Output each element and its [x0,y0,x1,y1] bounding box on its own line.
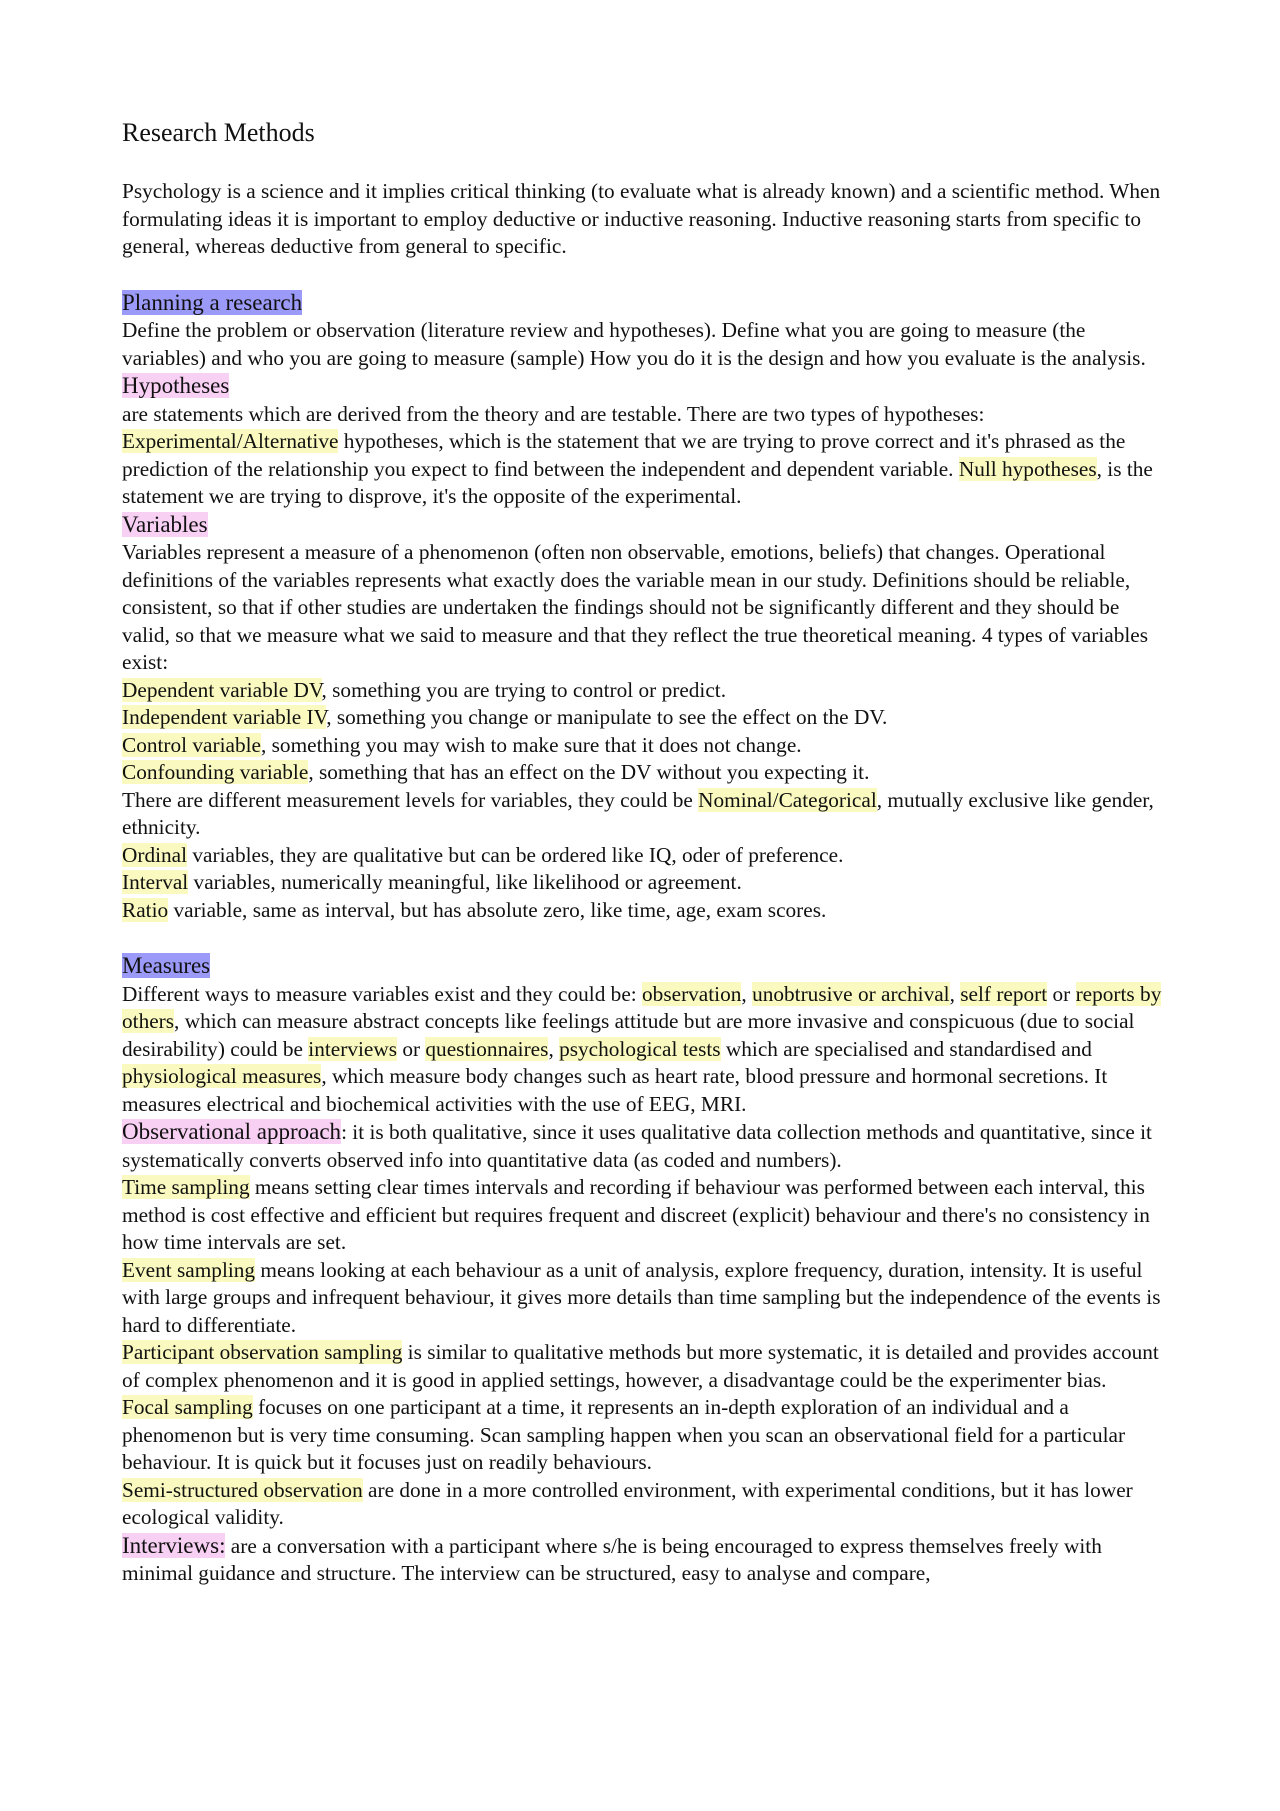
text-run: , which measure body changes such as heart rate, blood pressure and hormonal secretions. It measures electrical and biochemical activities with the use of EEG, MRI. [122,1064,1108,1116]
variable-confounding [122,759,1172,787]
level-ratio [122,897,1172,925]
text-run: hypotheses, which is the statement that we are trying to prove correct and it's phrased as the prediction of the relationship you expect to find between the independent and dependent variable. [122,429,1126,481]
term-ratio: Ratio [122,897,169,922]
time-sampling [122,1174,1172,1257]
document-body [122,118,1172,1588]
text-run: , [548,1036,560,1061]
level-interval [122,869,1172,897]
text-run: are statements which are derived from the theory and are testable. There are two types of hypotheses: [122,401,985,426]
text-run: or [397,1036,426,1061]
planning-paragraph: Define the problem or observation (literature review and hypotheses). Define what you are going to measure (the variables) and who you are going to measure (sample) How you do it is the design and how you evaluate is the analysis. [122,318,1146,370]
term-focal-sampling: Focal sampling [122,1395,253,1419]
text-run: , something that has an effect on the DV without you expecting it. [308,760,870,784]
term-experimental: Experimental/Alternative [122,429,339,453]
text-run: is similar to qualitative methods but more systematic, it is detailed and provides account of complex phenomenon and it is good in applied settings, however, a disadvantage could be the experimenter bias. [122,1340,1159,1392]
semi-structured-observation [122,1477,1172,1532]
text-run: focuses on one participant at a time, it represents an in-depth exploration of an individual and a phenomenon but is very time consuming. Scan sampling happen when you scan an observational field for a particular behaviour. It is quick but it focuses just on readily behaviours. [122,1395,1126,1474]
term-unobtrusive: unobtrusive or archival [752,981,950,1006]
text-run: variables, they are qualitative but can be ordered like IQ, oder of preference. [187,842,844,867]
text-run: , something you may wish to make sure that it does not change. [260,732,802,757]
term-confounding: Confounding variable [122,760,309,784]
text-run: , is the statement we are trying to disprove, it's the opposite of the experimental. [122,456,1153,508]
text-run: or [1047,981,1076,1006]
text-run: , which can measure abstract concepts like feelings attitude but are more invasive and conspicuous (due to social desirability) could be [122,1009,1135,1061]
measures-section [122,952,1172,981]
variables-heading: Variables [122,511,208,537]
planning-section [122,289,1172,318]
text-run: , [741,981,753,1006]
hypotheses-section [122,372,1172,401]
measurement-levels [122,787,1172,842]
text-run: are done in a more controlled environment, with experimental conditions, but it has lower ecological validity. [122,1477,1133,1529]
term-questionnaires: questionnaires [425,1036,549,1061]
page-title: Research Methods [122,118,315,147]
text-run: variable, same as interval, but has absolute zero, like time, age, exam scores. [168,897,827,922]
text-run: means setting clear times intervals and recording if behaviour was performed between each interval, this method is cost effective and efficient but requires frequent and discreet (explicit) behaviour and there's no consistency in how time intervals are set. [122,1175,1150,1254]
term-ordinal: Ordinal [122,842,188,867]
text-run: There are different measurement levels for variables, they could be [122,787,699,812]
observational-heading: Observational approach [122,1119,342,1144]
spacer [122,261,1172,289]
event-sampling [122,1257,1172,1340]
interviews-paragraph [122,1532,1172,1588]
text-run: , [949,981,961,1006]
participant-observation [122,1339,1172,1394]
term-event-sampling: Event sampling [122,1257,256,1282]
variables-paragraph: Variables represent a measure of a phenomenon (often non observable, emotions, beliefs) that changes. Operational definitions of the variables represents what exactly does the variable mean in our study. Definitions should be reliable, consistent, so that if other studies are undertaken the findings should not be significantly different and they should be valid, so that we measure what we said to measure and that they reflect the true theoretical meaning. 4 types of variables exist: [122,540,1149,674]
variable-iv [122,704,1172,732]
hypotheses-heading: Hypotheses [122,373,230,398]
text-run: , mutually exclusive like gender, ethnicity. [122,787,1154,839]
term-null: Null hypotheses [958,456,1097,481]
term-nominal: Nominal/Categorical [698,787,877,812]
text-run: means looking at each behaviour as a unit of analysis, explore frequency, duration, intensity. It is useful with large groups and infrequent behaviour, it gives more details than time sampling but the independence of the events is hard to differentiate. [122,1257,1161,1337]
text-run: are a conversation with a participant where s/he is being encouraged to express themselves freely with minimal guidance and structure. The interview can be structured, easy to analyse and compare, [122,1533,1102,1585]
text-run: Different ways to measure variables exist and they could be: [122,981,643,1006]
interviews-heading: Interviews: [122,1532,226,1558]
observational-approach [122,1118,1172,1174]
term-participant-observation: Participant observation sampling [122,1340,403,1364]
term-self-report: self report [960,981,1048,1006]
term-control: Control variable [122,732,261,757]
planning-heading: Planning a research [122,289,303,315]
variable-dv [122,677,1172,705]
term-observation: observation [642,981,742,1006]
text-run: , something you change or manipulate to see the effect on the DV. [326,705,888,729]
measures-paragraph [122,981,1172,1119]
term-physiological: physiological measures [122,1064,322,1088]
level-ordinal [122,842,1172,870]
variables-section [122,511,1172,540]
intro-paragraph: Psychology is a science and it implies critical thinking (to evaluate what is already known) and a scientific method. When formulating ideas it is important to employ deductive or inductive reasoning. Inductive reasoning starts from specific to general, whereas deductive from general to specific. [122,179,1161,258]
hypotheses-paragraph [122,401,1172,511]
text-run: : it is both qualitative, since it uses qualitative data collection methods and quantitative, since it systematically converts observed info into quantitative data (as coded and numbers). [122,1120,1152,1172]
spacer [122,924,1172,952]
term-time-sampling: Time sampling [122,1175,250,1199]
term-reports-by-others: reports by others [122,981,1162,1033]
text-run: , something you are trying to control or predict. [321,677,727,702]
term-semi-structured: Semi-structured observation [122,1477,363,1502]
term-dv: Dependent variable DV [122,677,322,702]
text-run: variables, numerically meaningful, like likelihood or agreement. [188,870,742,894]
term-psychological-tests: psychological tests [559,1036,721,1061]
variable-control [122,732,1172,760]
measures-heading: Measures [122,953,211,978]
term-interviews: interviews [308,1036,398,1061]
text-run: which are specialised and standardised and [720,1036,1092,1061]
term-iv: Independent variable IV [122,705,327,729]
term-interval: Interval [122,870,189,894]
focal-sampling [122,1394,1172,1477]
